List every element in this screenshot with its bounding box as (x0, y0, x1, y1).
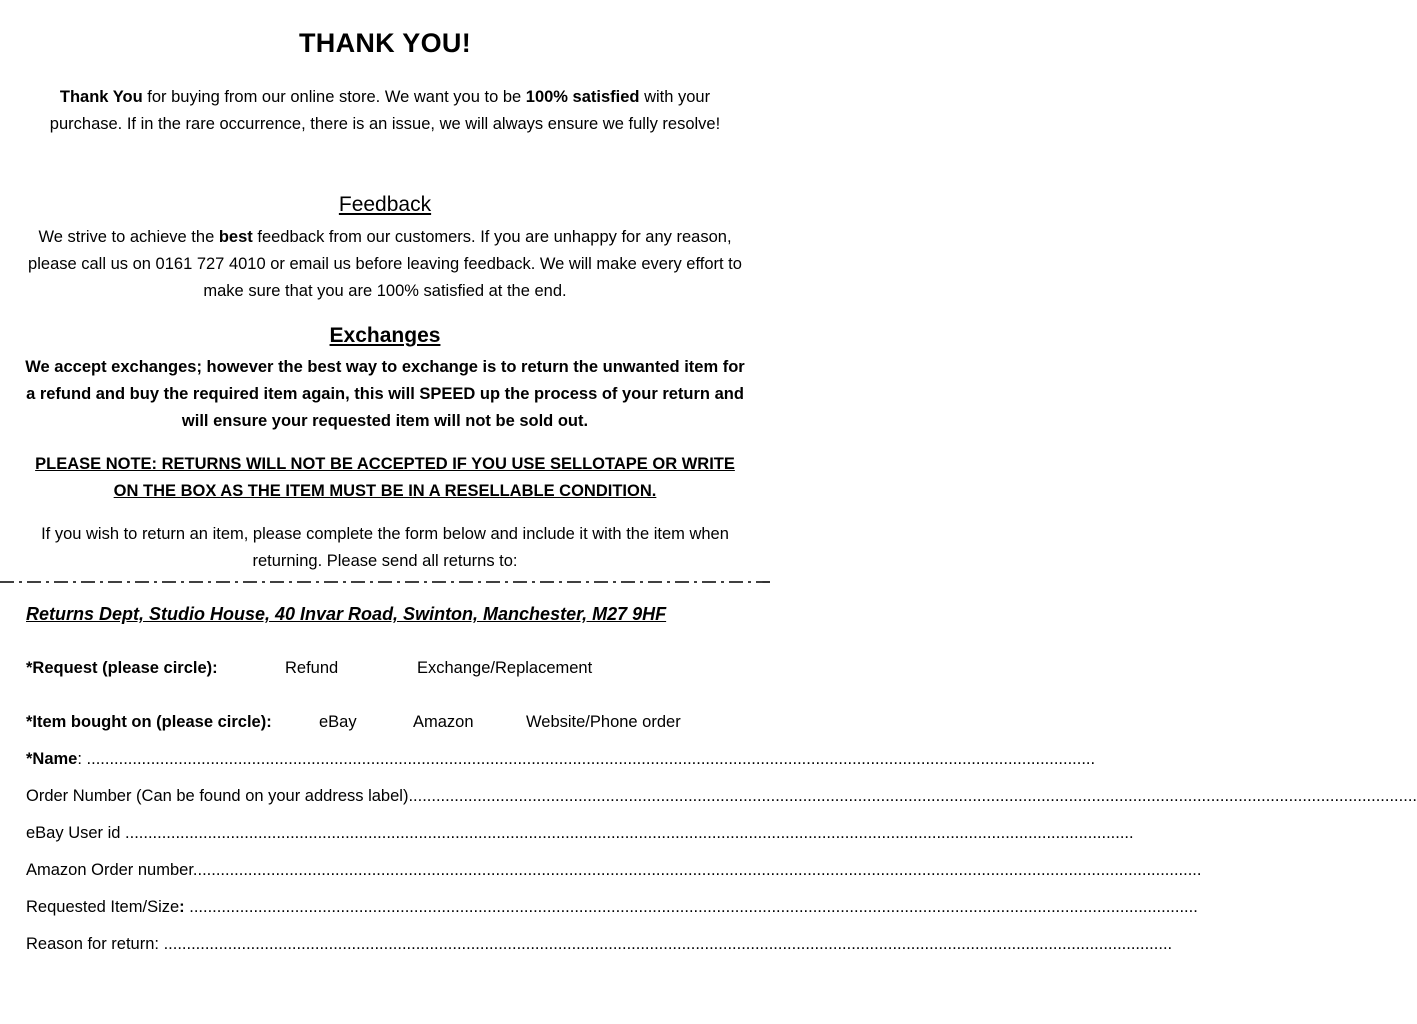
ebay-user-label: eBay User id (26, 824, 126, 842)
cut-line-divider (0, 578, 770, 586)
intro-lead: Thank You (59, 88, 143, 106)
amazon-order-label: Amazon Order number (26, 861, 193, 879)
order-number-dotted-line: ............................................................................................................................................................................................................................ (408, 787, 1417, 805)
bought-on-label: *Item bought on (please circle): (26, 713, 272, 731)
request-option-refund[interactable]: Refund (285, 659, 339, 677)
intro-text-2: with your purchase. If in the rare occurrence, there is an issue, we will always ensure we fully resolve! (49, 88, 721, 133)
bought-on-option-ebay[interactable]: eBay (319, 713, 357, 731)
intro-paragraph (22, 84, 748, 138)
feedback-text-1: We strive to achieve the (38, 228, 219, 246)
amazon-order-field[interactable] (26, 861, 1202, 880)
order-number-field[interactable] (26, 787, 1417, 806)
returns-note: PLEASE NOTE: RETURNS WILL NOT BE ACCEPTED IF YOU USE SELLOTAPE OR WRITE ON THE BOX AS THE ITEM MUST BE IN A RESELLABLE CONDITION. (35, 455, 735, 500)
request-label: *Request (please circle): (26, 659, 218, 677)
ebay-user-dotted-line: ............................................................................................................................................................................................................................ (125, 824, 1134, 842)
ebay-user-field[interactable] (26, 824, 1134, 843)
bought-on-option-amazon[interactable]: Amazon (413, 713, 474, 731)
requested-item-dotted-line: ............................................................................................................................................................................................................................ (189, 898, 1198, 916)
page-title: THANK YOU! (298, 28, 471, 58)
requested-item-label: Requested Item/Size (26, 898, 180, 916)
exchanges-heading: Exchanges (329, 324, 441, 347)
bought-on-option-website[interactable]: Website/Phone order (526, 713, 681, 731)
name-label-colon: : (77, 750, 87, 768)
request-option-exchange[interactable]: Exchange/Replacement (417, 659, 593, 677)
amazon-order-dotted-line: ............................................................................................................................................................................................................................ (192, 861, 1202, 879)
feedback-paragraph (22, 224, 748, 305)
intro-text-1: for buying from our online store. We want you to be (142, 88, 526, 106)
name-dotted-line: ............................................................................................................................................................................................................................ (86, 750, 1096, 768)
feedback-emphasis: best (218, 228, 253, 246)
exchanges-paragraph: We accept exchanges; however the best way to exchange is to return the unwanted item for a refund and buy the required item again, this will SPEED up the process of your return and will ensure your requested item will not be sold out. (25, 358, 745, 430)
reason-field[interactable] (26, 935, 1173, 954)
requested-item-colon: : (179, 898, 190, 916)
feedback-heading: Feedback (338, 193, 432, 216)
requested-item-field[interactable] (26, 898, 1198, 917)
returns-address: Returns Dept, Studio House, 40 Invar Road, Swinton, Manchester, M27 9HF (26, 604, 667, 624)
reason-dotted-line: ............................................................................................................................................................................................................................ (163, 935, 1173, 953)
name-field[interactable] (26, 750, 1096, 769)
order-number-label: Order Number (Can be found on your address label) (26, 787, 409, 805)
feedback-text-2: feedback from our customers. If you are unhappy for any reason, please call us on 0161 727 4010 or email us before leaving feedback. We will make every effort to make sure that you are 100% satisfied at the end. (28, 228, 742, 300)
return-instruction: If you wish to return an item, please complete the form below and include it with the item when returning. Please send all returns to: (41, 525, 729, 570)
reason-label: Reason for return: (26, 935, 164, 953)
intro-emphasis: 100% satisfied (525, 88, 640, 106)
name-label: *Name (26, 750, 78, 768)
